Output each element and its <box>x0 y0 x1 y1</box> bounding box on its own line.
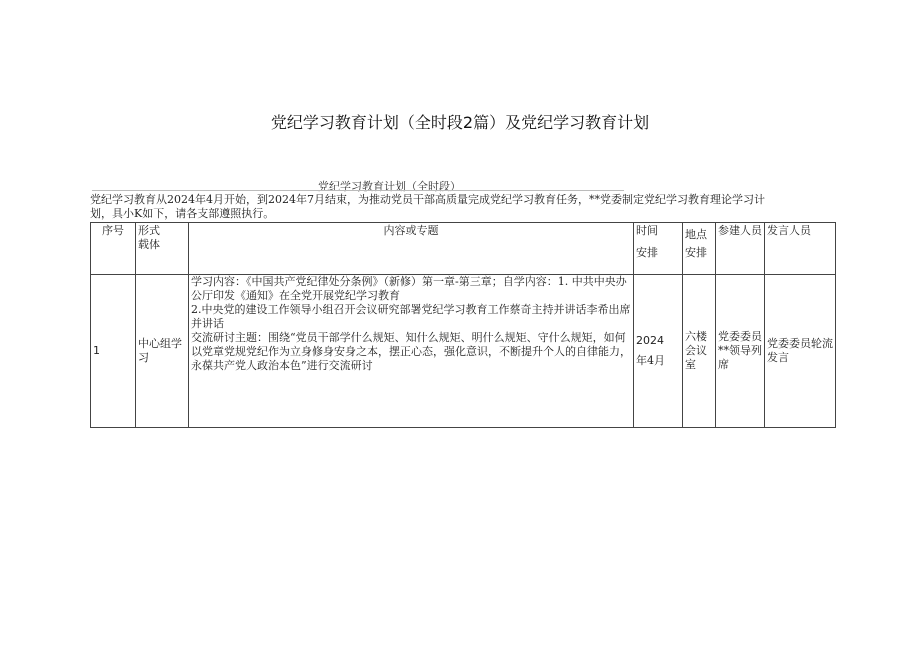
row-place-line2: 会议 <box>685 344 707 357</box>
row-index: 1 <box>91 275 136 428</box>
row-time <box>634 275 683 428</box>
row-speakers-line1: 党委委员轮流 <box>767 337 833 350</box>
intro-paragraph <box>90 193 770 221</box>
intro-line-1: 党纪学习教育从2024年4月开始，到2024年7月结束，为推动党员干部高质量完成党纪学习教育任务，**党委制定党纪学习教育理论学习计 <box>90 193 765 206</box>
row-time-line2: 年4月 <box>636 354 665 367</box>
table-header-row <box>91 223 836 275</box>
header-form-line2: 载体 <box>138 238 160 251</box>
header-place-line1: 地点 <box>685 228 707 241</box>
row-attendees-line1: 党委委员 <box>718 330 762 343</box>
content-line: 公厅印发《通知》在全党开展党纪学习教育 <box>191 289 400 302</box>
row-place-line1: 六楼 <box>685 330 707 343</box>
plan-table <box>90 222 836 428</box>
header-index: 序号 <box>91 223 136 275</box>
row-time-line1: 2024 <box>636 334 664 347</box>
header-place-line2: 安排 <box>685 246 707 259</box>
row-place-line3: 室 <box>685 358 696 371</box>
row-attendees-line2: **领导列 <box>718 344 762 357</box>
document-title: 党纪学习教育计划（全时段2篇）及党纪学习教育计划 <box>270 113 650 132</box>
content-line: 并讲话 <box>191 317 224 330</box>
header-speakers: 发言人员 <box>765 223 836 275</box>
table-row <box>91 275 836 428</box>
content-line: 以党章党规党纪作为立身修身安身之本，摆正心态，强化意识，不断提升个人的自律能力， <box>191 345 631 358</box>
row-form-line2: 习 <box>138 351 149 364</box>
document-subtitle: 党纪学习教育计划（全时段） <box>318 180 461 193</box>
row-place <box>683 275 716 428</box>
content-line: 永葆共产党人政治本色”进行交流研讨 <box>191 359 373 372</box>
row-content <box>189 275 634 428</box>
row-form <box>136 275 189 428</box>
row-attendees-line3: 席 <box>718 358 729 371</box>
row-speakers-line2: 发言 <box>767 351 789 364</box>
header-time-line2: 安排 <box>636 246 658 259</box>
header-form-line1: 形式 <box>138 224 160 237</box>
content-line: 学习内容：《中国共产党纪律处分条例》（新修）第一章-第三章；自学内容：1. 中共中央办 <box>191 275 627 288</box>
header-place <box>683 223 716 275</box>
intro-line-2: 划，具小K如下，请各支部遵照执行。 <box>90 207 275 220</box>
header-form <box>136 223 189 275</box>
content-line: 交流研讨主题：围绕“党员干部学什么规矩、知什么规矩、明什么规矩、守什么规矩，如何 <box>191 331 626 344</box>
header-attendees: 参建人员 <box>716 223 765 275</box>
row-attendees <box>716 275 765 428</box>
divider <box>92 190 624 191</box>
header-content: 内容或专题 <box>189 223 634 275</box>
content-line: 2.中央党的建设工作领导小组召开会议研究部署党纪学习教育工作蔡奇主持并讲话李希出席 <box>191 303 631 316</box>
row-form-line1: 中心组学 <box>138 337 182 350</box>
header-time-line1: 时间 <box>636 224 658 237</box>
row-speakers <box>765 275 836 428</box>
header-time <box>634 223 683 275</box>
